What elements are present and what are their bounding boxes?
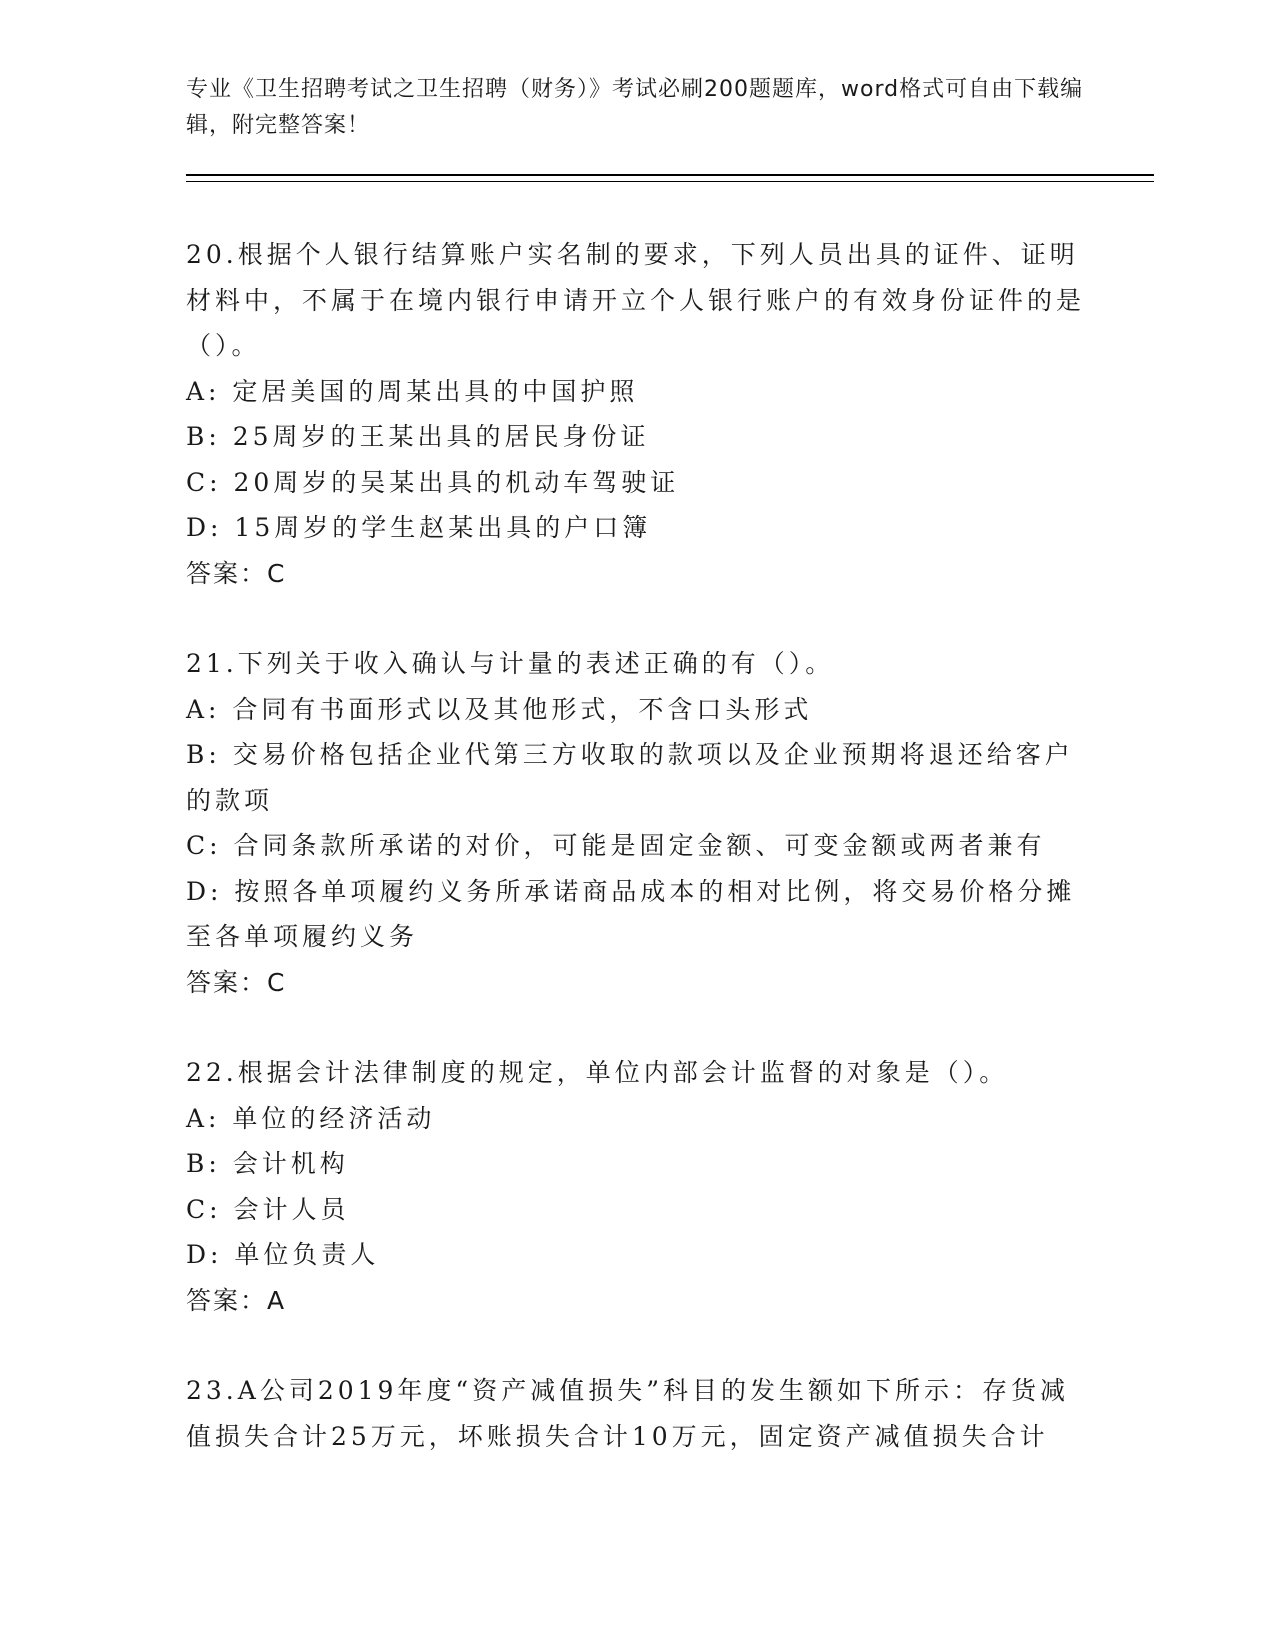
option-a: A: 合同有书面形式以及其他形式，不含口头形式 bbox=[186, 694, 813, 724]
option-b: B: 25周岁的王某出具的居民身份证 bbox=[186, 422, 650, 451]
header-text: 专业《卫生招聘考试之卫生招聘（财务）》考试必刷200题题库，word格式可自由下载编辑，附完整答案！ bbox=[186, 77, 1084, 138]
question-22 bbox=[186, 1050, 1091, 1323]
question-stem: 22.根据会计法律制度的规定，单位内部会计监督的对象是（）。 bbox=[186, 1058, 1009, 1087]
question-stem: 23.A公司2019年度“资产减值损失”科目的发生额如下所示：存货减值损失合计25万元，坏账损失合计10万元，固定资产减值损失合计 bbox=[186, 1376, 1069, 1451]
option-c: C: 合同条款所承诺的对价，可能是固定金额、可变金额或两者兼有 bbox=[186, 831, 1046, 860]
option-a: A: 定居美国的周某出具的中国护照 bbox=[186, 376, 639, 406]
header-rule-thin bbox=[186, 181, 1154, 182]
question-stem: 20.根据个人银行结算账户实名制的要求，下列人员出具的证件、证明材料中，不属于在境内银行申请开立个人银行账户的有效身份证件的是（）。 bbox=[186, 240, 1086, 360]
option-c: C: 会计人员 bbox=[186, 1194, 350, 1224]
option-d: D: 单位负责人 bbox=[186, 1240, 380, 1269]
option-d: D: 按照各单项履约义务所承诺商品成本的相对比例，将交易价格分摊至各单项履约义务 bbox=[186, 876, 1076, 951]
question-list bbox=[186, 232, 1091, 1504]
answer: 答案：C bbox=[186, 558, 287, 588]
option-b: B: 交易价格包括企业代第三方收取的款项以及企业预期将退还给客户的款项 bbox=[186, 740, 1074, 815]
question-23 bbox=[186, 1368, 1091, 1459]
answer: 答案：A bbox=[186, 1285, 287, 1315]
option-b: B: 会计机构 bbox=[186, 1149, 349, 1178]
option-c: C: 20周岁的吴某出具的机动车驾驶证 bbox=[186, 467, 680, 497]
question-20 bbox=[186, 232, 1091, 596]
answer: 答案：C bbox=[186, 967, 287, 997]
question-21 bbox=[186, 641, 1091, 1005]
option-a: A: 单位的经济活动 bbox=[186, 1103, 436, 1133]
option-d: D: 15周岁的学生赵某出具的户口簿 bbox=[186, 513, 652, 542]
header-rule-thick bbox=[186, 174, 1154, 176]
document-header bbox=[186, 72, 1086, 144]
question-stem: 21.下列关于收入确认与计量的表述正确的有（）。 bbox=[186, 649, 835, 678]
